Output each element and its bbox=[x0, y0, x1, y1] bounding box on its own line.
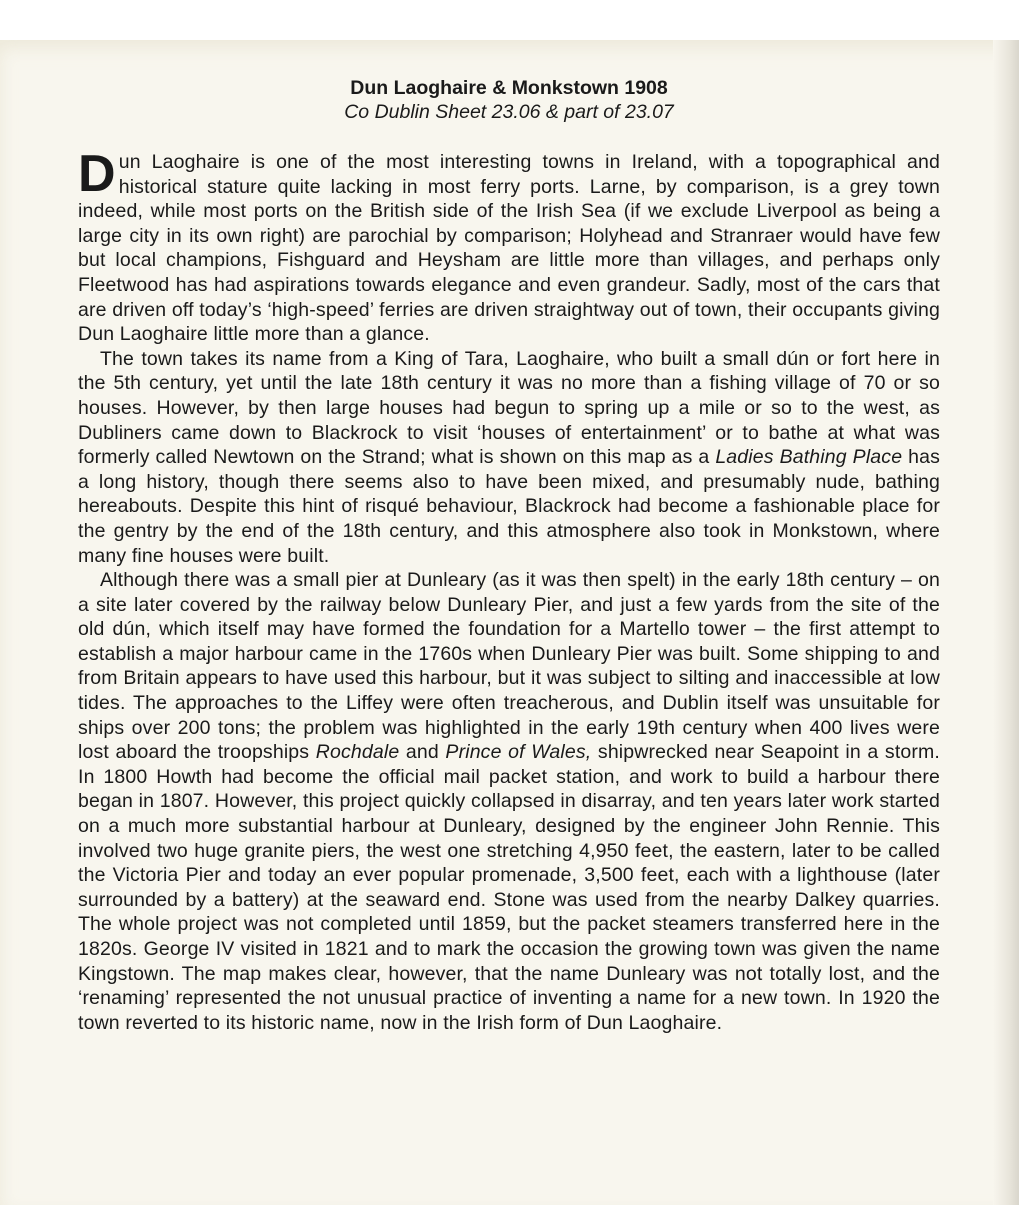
paragraph-3 bbox=[78, 568, 940, 1035]
article bbox=[78, 76, 940, 1035]
drop-cap: D bbox=[78, 145, 116, 203]
paragraph-1-text: un Laoghaire is one of the most interesting towns in Ireland, with a topographical and historical stature quite lacking in most ferry ports. Larne, by comparison, is a grey town indeed, while most ports on the British side of the Irish Sea (if we exclude Liverpool as being a large city in its own right) are parochial by comparison; Holyhead and Stranraer would have few but local champions, Fishguard and Heysham are little more than villages, and perhaps only Fleetwood has had aspirations towards elegance and even grandeur. Sadly, most of the cars that are driven off today’s ‘high-speed’ ferries are driven straightway out of town, their occupants giving Dun Laoghaire little more than a glance. bbox=[78, 151, 940, 346]
prince-of-wales-italic: Prince of Wales, bbox=[445, 741, 592, 764]
paragraph-3-text-c: shipwrecked near Seapoint in a storm. In 1800 Howth had become the official mail packet station, and work to build a harbour there began in 1807. However, this project quickly collapsed in disarray, and ten years later work started on a much more substantial harbour at Dunleary, designed by the engineer John Rennie. This involved two huge granite piers, the west one stretching 4,950 feet, the eastern, later to be called the Victoria Pier and today an ever popular promenade, 3,500 feet, each with a lighthouse (later surrounded by a battery) at the seaward end. Stone was used from the nearby Dalkey quarries. The whole project was not completed until 1859, but the packet steamers transferred here in the 1820s. George IV visited in 1821 and to mark the occasion the growing town was given the name Kingstown. The map makes clear, however, that the name Dunleary was not totally lost, and the ‘renaming’ represented the not unusual practice of inventing a name for a new town. In 1920 the town reverted to its historic name, now in the Irish form of Dun Laoghaire. bbox=[78, 741, 940, 1034]
paragraph-2-text-b: has a long history, though there seems also to have been mixed, and presumably nude, bathing hereabouts. Despite this hint of risqué behaviour, Blackrock had become a fashionable place for the gentry by the end of the 18th century, and this atmosphere also took in Monkstown, where many fine houses were built. bbox=[78, 446, 940, 567]
paragraph-2-text-a: The town takes its name from a King of Tara, Laoghaire, who built a small dún or fort here in the 5th century, yet until the late 18th century it was no more than a fishing village of 70 or so houses. However, by then large houses had begun to spring up a mile or so to the west, as Dubliners came down to Blackrock to visit ‘houses of entertainment’ or to bathe at what was formerly called Newtown on the Strand; what is shown on this map as a bbox=[78, 347, 940, 469]
article-title: Dun Laoghaire & Monkstown 1908 bbox=[350, 77, 668, 99]
ladies-bathing-place-italic: Ladies Bathing Place bbox=[715, 446, 903, 469]
page-edge-shadow bbox=[993, 40, 1019, 1205]
paragraph-3-text-a: Although there was a small pier at Dunleary (as it was then spelt) in the early 18th century – on a site later covered by the railway below Dunleary Pier, and just a few yards from the site of the old dún, which itself may have formed the foundation for a Martello tower – the first attempt to establish a major harbour came in the 1760s when Dunleary Pier was built. Some shipping to and from Britain appears to have used this harbour, but it was subject to silting and inaccessible at low tides. The approaches to the Liffey were often treacherous, and Dublin itself was unsuitable for ships over 200 tons; the problem was highlighted in the early 19th century when 400 lives were lost aboard the troopships bbox=[78, 569, 940, 764]
paragraph-2 bbox=[78, 347, 940, 568]
article-subtitle: Co Dublin Sheet 23.06 & part of 23.07 bbox=[344, 101, 674, 123]
paragraph-1 bbox=[78, 145, 940, 347]
paragraph-3-text-b: and bbox=[399, 741, 446, 764]
rochdale-italic: Rochdale bbox=[315, 741, 400, 764]
